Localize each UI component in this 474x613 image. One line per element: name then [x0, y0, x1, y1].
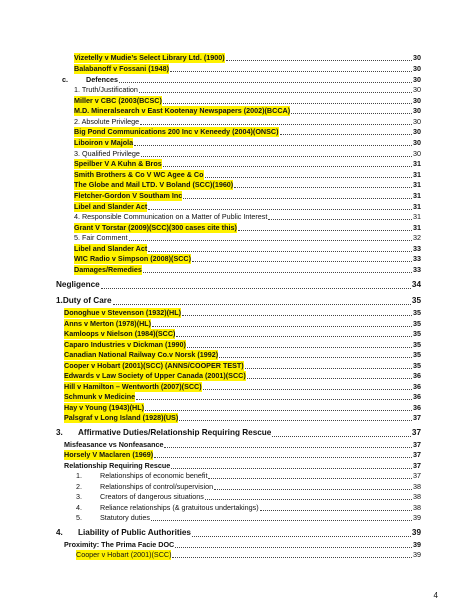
- toc-entry[interactable]: [74, 254, 421, 264]
- dot-leader: [203, 388, 412, 390]
- dot-leader: [182, 314, 412, 316]
- toc-entry-number: 2.: [76, 482, 82, 491]
- dot-leader: [154, 456, 412, 458]
- toc-entry-label: Statutory duties: [100, 513, 150, 522]
- dot-leader: [238, 229, 412, 231]
- toc-entry-page: 33: [413, 244, 421, 253]
- toc-entry-page: 31: [413, 212, 421, 221]
- toc-entry-label: Speilber V A Kuhn & Bros: [74, 159, 162, 168]
- dot-leader: [129, 239, 412, 241]
- dot-leader: [163, 102, 412, 104]
- toc-entry-page: 34: [411, 280, 421, 289]
- dot-leader: [145, 409, 412, 411]
- toc-entry-page: 31: [413, 202, 421, 211]
- toc-entry[interactable]: [64, 413, 421, 423]
- toc-entry[interactable]: [76, 550, 421, 560]
- toc-entry-page: 33: [413, 265, 421, 274]
- toc-entry-page: 39: [411, 528, 421, 537]
- toc-entry-page: 30: [413, 64, 421, 73]
- toc-entry[interactable]: [74, 223, 421, 233]
- toc-entry-number: 3.: [76, 492, 82, 501]
- dot-leader: [260, 509, 412, 511]
- toc-entry[interactable]: [74, 265, 421, 275]
- dot-leader: [141, 155, 412, 157]
- dot-leader: [148, 208, 412, 210]
- toc-entry-page: 30: [413, 149, 421, 158]
- dot-leader: [192, 260, 412, 262]
- toc-entry-label: 3. Qualified Privilege: [74, 149, 140, 158]
- toc-entry-number: 4.: [76, 503, 82, 512]
- toc-entry[interactable]: [74, 106, 421, 116]
- toc-entry[interactable]: [64, 403, 421, 413]
- toc-entry-label: Libel and Slander Act: [74, 202, 148, 211]
- dot-leader: [152, 325, 412, 327]
- toc-entry-label: Defences: [86, 75, 118, 84]
- toc-entry-label: Balabanoff v Fossani (1948): [74, 64, 170, 73]
- toc-entry-label: Big Pond Communications 200 Inc v Keneedy (2004)(ONSC): [74, 127, 279, 136]
- toc-entry-page: 35: [413, 308, 421, 317]
- toc-entry[interactable]: [74, 233, 421, 243]
- toc-entry-label: Liability of Public Authorities: [78, 528, 191, 537]
- dot-leader: [208, 477, 412, 479]
- toc-entry-label: M.D. Mineralsearch v East Kootenay Newspapers (2002)(BCCA): [74, 106, 291, 115]
- dot-leader: [268, 218, 412, 220]
- toc-entry-page: 37: [413, 461, 421, 470]
- toc-entry[interactable]: [64, 440, 421, 450]
- dot-leader: [170, 70, 412, 72]
- toc-entry[interactable]: [64, 329, 421, 339]
- toc-entry-page: 31: [413, 180, 421, 189]
- toc-entry-page: 35: [413, 350, 421, 359]
- toc-entry[interactable]: [64, 308, 421, 318]
- toc-entry-label: Canadian National Railway Co.v Norsk (1992): [64, 350, 219, 359]
- dot-leader: [179, 419, 412, 421]
- toc-entry-page: 35: [413, 319, 421, 328]
- dot-leader: [192, 535, 411, 537]
- dot-leader: [175, 546, 412, 548]
- toc-entry-page: 33: [413, 254, 421, 263]
- dot-leader: [140, 123, 412, 125]
- toc-entry-page: 35: [413, 329, 421, 338]
- toc-entry[interactable]: [64, 350, 421, 360]
- toc-entry[interactable]: [74, 202, 421, 212]
- toc-entry-label: Creators of dangerous situations: [100, 492, 204, 501]
- toc-entry-label: Horsely V Maclaren (1969): [64, 450, 154, 459]
- toc-entry-label: Cooper v Hobart (2001)(SCC) (ANNS/COOPER TEST): [64, 361, 244, 370]
- toc-entry-label: Edwards v Law Society of Upper Canada (2001)(SCC): [64, 371, 246, 380]
- toc-entry-page: 30: [413, 138, 421, 147]
- toc-entry-label: Misfeasance vs Nonfeasance: [64, 440, 164, 449]
- toc-entry[interactable]: [74, 191, 421, 201]
- toc-entry-page: 31: [413, 159, 421, 168]
- toc-entry-label: Damages/Remedies: [74, 265, 142, 274]
- toc-entry[interactable]: [64, 361, 421, 371]
- toc-entry-page: 35: [411, 296, 421, 305]
- toc-entry-page: 30: [413, 53, 421, 62]
- toc-entry[interactable]: [74, 127, 421, 137]
- toc-entry-label: Relationships of economic benefit: [100, 471, 208, 480]
- toc-entry-page: 30: [413, 117, 421, 126]
- toc-entry-page: 31: [413, 170, 421, 179]
- toc-entry-label: Schmunk v Medicine: [64, 392, 136, 401]
- toc-entry-label: Liboiron v Majola: [74, 138, 134, 147]
- toc-entry-number: 1.: [76, 471, 82, 480]
- toc-entry[interactable]: [64, 340, 421, 350]
- dot-leader: [219, 356, 412, 358]
- dot-leader: [119, 81, 412, 83]
- dot-leader: [247, 377, 412, 379]
- toc-entry[interactable]: [64, 371, 421, 381]
- toc-entry-page: 38: [413, 482, 421, 491]
- toc-entry[interactable]: [64, 540, 421, 550]
- dot-leader: [148, 250, 412, 252]
- dot-leader: [205, 498, 412, 500]
- toc-entry-page: 36: [413, 403, 421, 412]
- dot-leader: [280, 133, 413, 135]
- toc-entry-label: Kamloops v Nielson (1984)(SCC): [64, 329, 176, 338]
- toc-entry-page: 37: [413, 471, 421, 480]
- dot-leader: [151, 519, 412, 521]
- dot-leader: [234, 186, 412, 188]
- toc-entry[interactable]: [74, 85, 421, 95]
- toc-entry-page: 37: [413, 413, 421, 422]
- toc-entry[interactable]: [76, 482, 421, 492]
- toc-entry-label: Hay v Young (1943)(HL): [64, 403, 145, 412]
- dot-leader: [226, 59, 412, 61]
- toc-entry[interactable]: [64, 392, 421, 402]
- toc-entry-label: Vizetelly v Mudie’s Select Library Ltd. (1900): [74, 53, 225, 62]
- dot-leader: [171, 467, 412, 469]
- toc-entry[interactable]: [64, 461, 421, 471]
- toc-entry-page: 37: [413, 440, 421, 449]
- toc-entry-label: Donoghue v Stevenson (1932)(HL): [64, 308, 182, 317]
- dot-leader: [245, 367, 412, 369]
- toc-entry[interactable]: [74, 117, 421, 127]
- dot-leader: [139, 91, 412, 93]
- toc-entry-page: 31: [413, 191, 421, 200]
- toc-entry[interactable]: [74, 159, 421, 169]
- toc-entry[interactable]: [74, 244, 421, 254]
- toc-entry-label: Cooper v Hobart (2001)(SCC): [76, 550, 172, 559]
- toc-entry-label: The Globe and Mail LTD. V Boland (SCC)(1960): [74, 180, 234, 189]
- toc-entry[interactable]: [64, 319, 421, 329]
- toc-entry[interactable]: [56, 279, 421, 291]
- toc-entry[interactable]: [76, 492, 421, 502]
- toc-entry[interactable]: [56, 295, 421, 307]
- toc-entry-label: Reliance relationships (& gratuitous undertakings): [100, 503, 259, 512]
- dot-leader: [214, 488, 412, 490]
- toc-entry-page: 35: [413, 361, 421, 370]
- toc-entry-label: Relationships of control/supervision: [100, 482, 214, 491]
- dot-leader: [176, 335, 412, 337]
- toc-entry[interactable]: [64, 450, 421, 460]
- toc-entry-label: Hill v Hamilton – Wentworth (2007)(SCC): [64, 382, 202, 391]
- toc-entry-page: 38: [413, 503, 421, 512]
- dot-leader: [205, 176, 412, 178]
- toc-entry-label: 4. Responsible Communication on a Matter of Public Interest: [74, 212, 268, 221]
- toc-entry[interactable]: [74, 212, 421, 222]
- toc-entry[interactable]: [74, 53, 421, 63]
- toc-entry[interactable]: [62, 75, 421, 85]
- toc-entry-label: Caparo Industries v Dickman (1990): [64, 340, 186, 349]
- toc-entry[interactable]: [56, 427, 421, 439]
- dot-leader: [183, 197, 412, 199]
- toc-entry-page: 30: [413, 106, 421, 115]
- toc-entry-number: 5.: [76, 513, 82, 522]
- toc-entry-page: 32: [413, 233, 421, 242]
- toc-entry[interactable]: [56, 527, 421, 539]
- dot-leader: [113, 303, 411, 305]
- dot-leader: [143, 271, 412, 273]
- toc-entry-page: 36: [413, 371, 421, 380]
- toc-entry-page: 39: [413, 540, 421, 549]
- toc-entry-label: Palsgraf v Long Island (1928)(US): [64, 413, 179, 422]
- dot-leader: [134, 144, 412, 146]
- dot-leader: [187, 346, 412, 348]
- toc-entry-page: 36: [413, 392, 421, 401]
- toc-entry-label: WIC Radio v Simpson (2008)(SCC): [74, 254, 192, 263]
- toc-entry[interactable]: [74, 149, 421, 159]
- toc-entry-label: 1. Truth/Justification: [74, 85, 138, 94]
- toc-entry-label: Smith Brothers & Co V WC Agee & Co: [74, 170, 204, 179]
- toc-entry[interactable]: [74, 180, 421, 190]
- toc-entry-label: 1.Duty of Care: [56, 296, 112, 305]
- dot-leader: [101, 287, 411, 289]
- toc-entry[interactable]: [64, 382, 421, 392]
- toc-entry-number: 3.: [56, 428, 63, 437]
- dot-leader: [172, 556, 412, 558]
- toc-entry-label: Negligence: [56, 280, 100, 289]
- toc-entry-page: 30: [413, 96, 421, 105]
- toc-entry-page: 37: [413, 450, 421, 459]
- toc-entry-page: 30: [413, 127, 421, 136]
- toc-entry-label: Grant V Torstar (2009)(SCC)(300 cases cite this): [74, 223, 237, 232]
- dot-leader: [163, 165, 412, 167]
- toc-entry-label: Proximity: The Prima Facie DOC: [64, 540, 175, 549]
- toc-entry-page: 30: [413, 85, 421, 94]
- toc-entry[interactable]: [74, 96, 421, 106]
- toc-entry-label: Libel and Slander Act: [74, 244, 148, 253]
- dot-leader: [164, 446, 412, 448]
- toc-entry-label: 5. Fair Comment: [74, 233, 128, 242]
- toc-entry-page: 39: [413, 513, 421, 522]
- toc-entry[interactable]: [74, 138, 421, 148]
- toc-entry-page: 35: [413, 340, 421, 349]
- toc-entry-number: 4.: [56, 528, 63, 537]
- toc-entry[interactable]: [74, 170, 421, 180]
- dot-leader: [136, 398, 412, 400]
- toc-entry[interactable]: [74, 64, 421, 74]
- toc-entry-label: Fletcher-Gordon V Southam Inc: [74, 191, 183, 200]
- toc-entry[interactable]: [76, 513, 421, 523]
- toc-entry-page: 30: [413, 75, 421, 84]
- dot-leader: [272, 435, 411, 437]
- page-number: 4: [433, 591, 438, 600]
- toc-entry-page: 31: [413, 223, 421, 232]
- toc-entry-label: Anns v Merton (1978)(HL): [64, 319, 152, 328]
- toc-entry[interactable]: [76, 503, 421, 513]
- toc-entry-page: 39: [413, 550, 421, 559]
- toc-entry-page: 38: [413, 492, 421, 501]
- toc-entry-page: 37: [411, 428, 421, 437]
- dot-leader: [291, 112, 412, 114]
- toc-entry-label: Affirmative Duties/Relationship Requiring Rescue: [78, 428, 272, 437]
- toc-entry[interactable]: [76, 471, 421, 481]
- toc-entry-number: c.: [62, 75, 68, 84]
- toc-entry-label: Miller v CBC (2003(BCSC): [74, 96, 162, 105]
- toc-entry-label: 2. Absolute Privilege: [74, 117, 140, 126]
- toc-entry-label: Relationship Requiring Rescue: [64, 461, 171, 470]
- toc-entry-page: 36: [413, 382, 421, 391]
